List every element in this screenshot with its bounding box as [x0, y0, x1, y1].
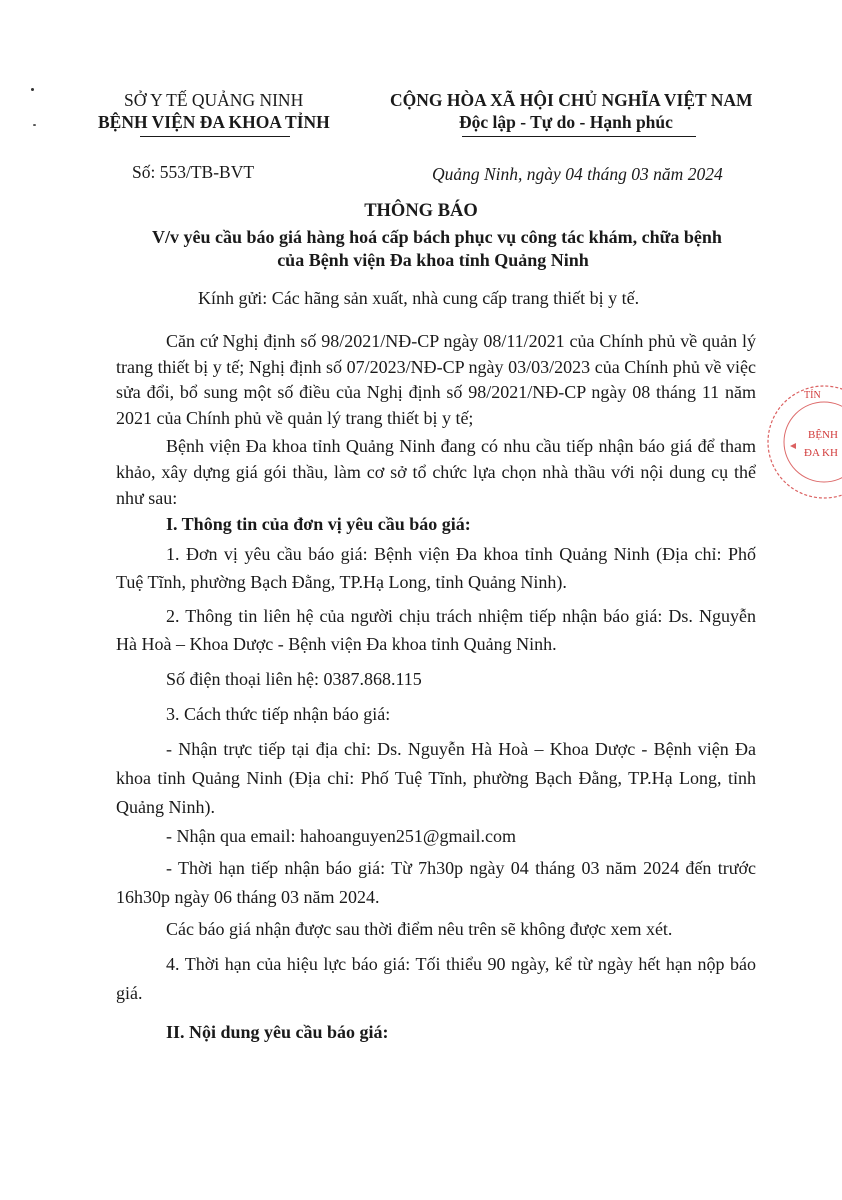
motto: Độc lập - Tự do - Hạnh phúc [459, 112, 673, 132]
hospital-name: BỆNH VIỆN ĐA KHOA TỈNH [98, 112, 330, 132]
seal-text-line2: ĐA KH [804, 447, 838, 459]
subject-line-1: V/v yêu cầu báo giá hàng hoá cấp bách phục vụ công tác khám, chữa bệnh [152, 227, 722, 247]
notice-title: THÔNG BÁO [364, 201, 478, 221]
legal-basis-paragraph: Căn cứ Nghị định số 98/2021/NĐ-CP ngày 08/11/2021 của Chính phủ về quản lý trang thiết bị y tế; Nghị định số 07/2023/NĐ-CP ngày 03/03/2023 của Chính phủ về việc sửa đổi, bổ sung một số điều của Nghị định số 98/2021/NĐ-CP ngày 08 tháng 11 năm 2021 của Chính phủ về quản lý trang thiết bị y tế; [116, 331, 756, 428]
item-4-paragraph: 4. Thời hạn của hiệu lực báo giá: Tối thiểu 90 ngày, kể từ ngày hết hạn nộp báo giá. [116, 954, 756, 1003]
section-2-heading: II. Nội dung yêu cầu báo giá: [166, 1022, 389, 1042]
item-3b-email: - Nhận qua email: hahoanguyen251@gmail.com [166, 826, 516, 846]
nation-title: CỘNG HÒA XÃ HỘI CHỦ NGHĨA VIỆT NAM [390, 90, 753, 110]
item-3a-paragraph: - Nhận trực tiếp tại địa chỉ: Ds. Nguyễn Hà Hoà – Khoa Dược - Bệnh viện Đa khoa tỉnh Quảng Ninh (Địa chỉ: Phố Tuệ Tĩnh, phường Bạch Đằng, TP.Hạ Long, tỉnh Quảng Ninh). [116, 739, 756, 817]
scan-speck [33, 124, 36, 126]
recipient-line: Kính gửi: Các hãng sản xuất, nhà cung cấp trang thiết bị y tế. [198, 288, 640, 308]
ministry-name: SỞ Y TẾ QUẢNG NINH [124, 90, 304, 110]
item-1-paragraph: 1. Đơn vị yêu cầu báo giá: Bệnh viện Đa khoa tỉnh Quảng Ninh (Địa chỉ: Phố Tuệ Tĩnh, phường Bạch Đằng, TP.Hạ Long, tỉnh Quảng Ninh). [116, 544, 756, 592]
seal-text-line1: BỆNH [808, 429, 838, 441]
header-left-rule [140, 136, 290, 137]
scan-speck [31, 88, 34, 91]
purpose-paragraph: Bệnh viện Đa khoa tỉnh Quảng Ninh đang có nhu cầu tiếp nhận báo giá để tham khảo, xây dựng giá gói thầu, làm cơ sở tổ chức lựa chọn nhà thầu với nội dung cụ thể như sau: [116, 436, 756, 508]
document-number: Số: 553/TB-BVT [132, 162, 255, 182]
item-3-heading: 3. Cách thức tiếp nhận báo giá: [166, 704, 391, 724]
section-1-heading: I. Thông tin của đơn vị yêu cầu báo giá: [166, 514, 471, 534]
subject-line-2: của Bệnh viện Đa khoa tỉnh Quảng Ninh [277, 250, 589, 270]
item-2-paragraph: 2. Thông tin liên hệ của người chịu trách nhiệm tiếp nhận báo giá: Ds. Nguyễn Hà Hoà – Khoa Dược - Bệnh viện Đa khoa tỉnh Quảng Ninh. [116, 606, 756, 654]
seal-stamp [752, 380, 842, 510]
item-3c-paragraph: - Thời hạn tiếp nhận báo giá: Từ 7h30p ngày 04 tháng 03 năm 2024 đến trước 16h30p ngày 06 tháng 03 năm 2024. [116, 858, 756, 907]
header-right-rule [462, 136, 696, 137]
contact-phone: Số điện thoại liên hệ: 0387.868.115 [166, 669, 422, 689]
seal-text-top: TỈN [804, 390, 821, 401]
place-date: Quảng Ninh, ngày 04 tháng 03 năm 2024 [432, 164, 723, 184]
late-submission-note: Các báo giá nhận được sau thời điểm nêu trên sẽ không được xem xét. [166, 919, 673, 939]
